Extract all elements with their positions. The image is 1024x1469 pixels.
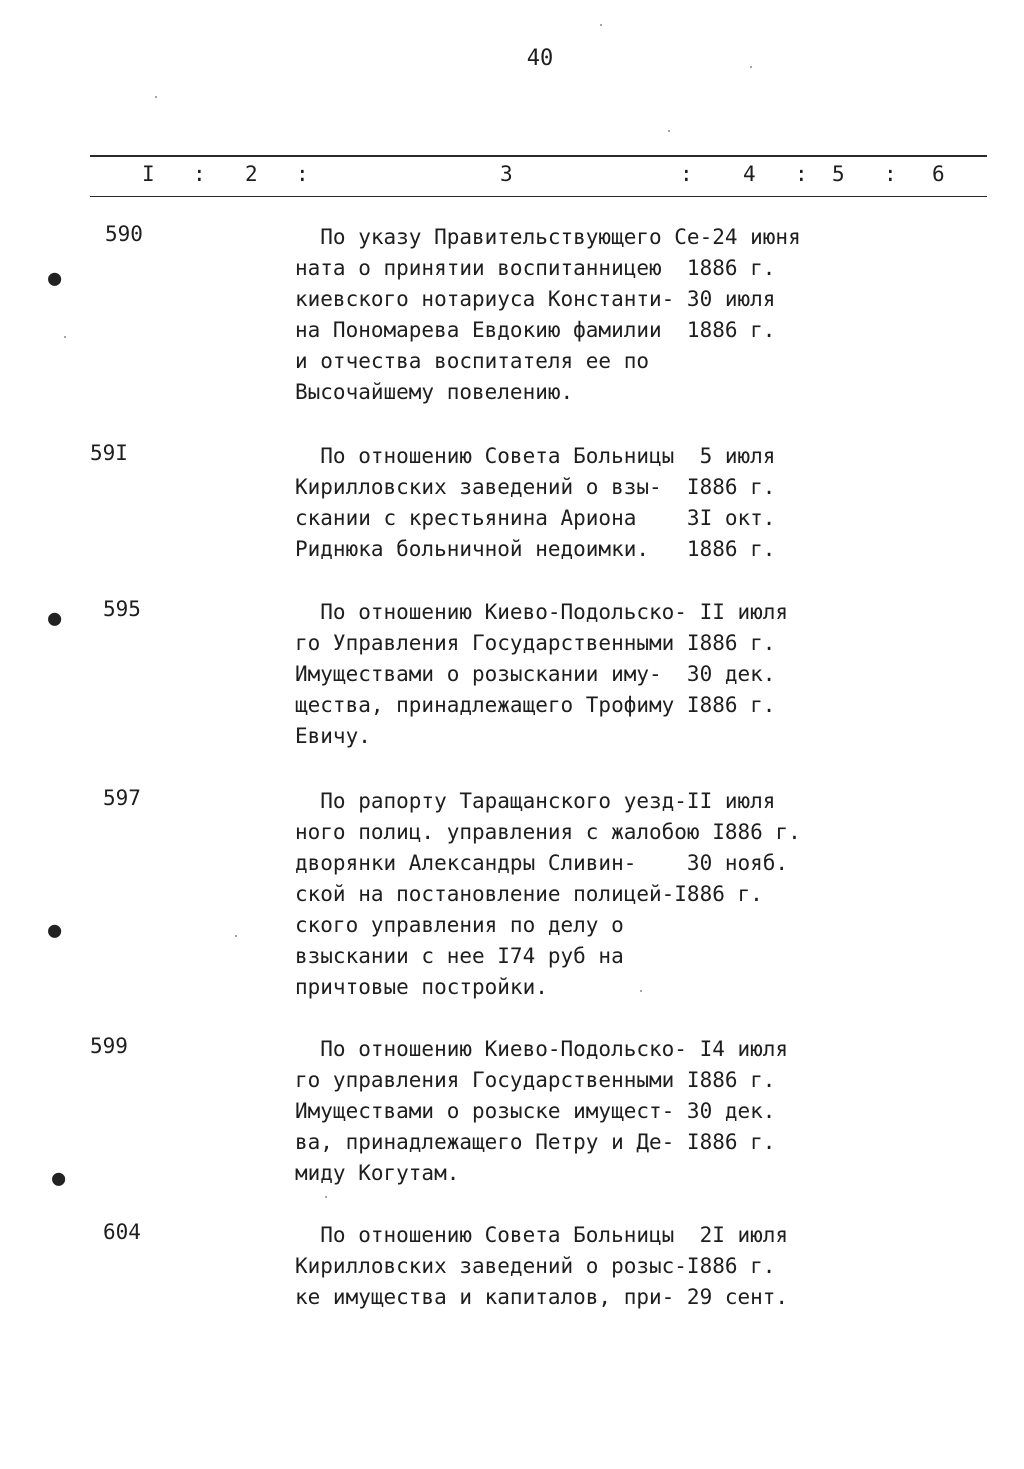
scan-speck <box>640 990 642 992</box>
entry-line: По рапорту Таращанского уезд-II июля <box>295 789 776 813</box>
column-separator: : <box>884 162 897 186</box>
entry-line: Кирилловских заведений о розыс-I886 г. <box>295 1254 776 1278</box>
binding-hole-mark: ● <box>52 1166 66 1191</box>
binding-hole-mark: ● <box>48 918 62 943</box>
scan-speck <box>668 130 670 132</box>
entry-line: го Управления Государственными I886 г. <box>295 631 776 655</box>
entry-line: и отчества воспитателя ее по <box>295 349 650 373</box>
scan-speck <box>600 24 602 26</box>
entry-text <box>295 786 975 1003</box>
entry-number: 599 <box>90 1034 128 1058</box>
entry-line: ской на постановление полицей-I886 г. <box>295 882 763 906</box>
entry-line: По отношению Киево-Подольско- II июля <box>295 600 789 624</box>
entry-line: По указу Правительствующего Се-24 июня <box>295 225 801 249</box>
column-header-1: I <box>142 162 155 186</box>
entry-number: 590 <box>105 222 143 246</box>
column-header-4: 4 <box>743 162 756 186</box>
page-number: 40 <box>526 46 554 71</box>
entry-line: ке имущества и капиталов, при- 29 сент. <box>295 1285 789 1309</box>
entry-line: миду Когутам. <box>295 1161 460 1185</box>
entry-line: щества, принадлежащего Трофиму I886 г. <box>295 693 776 717</box>
entry-line: скании с крестьянина Ариона 3I окт. <box>295 506 776 530</box>
column-header-3: 3 <box>500 162 513 186</box>
column-header-2: 2 <box>245 162 258 186</box>
header-top-rule <box>90 155 987 157</box>
column-header-5: 5 <box>832 162 845 186</box>
entry-line: ского управления по делу о <box>295 913 624 937</box>
entry-line: Риднюка больничной недоимки. 1886 г. <box>295 537 776 561</box>
entry-line: По отношению Совета Больницы 2I июля <box>295 1223 789 1247</box>
entry-line: По отношению Совета Больницы 5 июля <box>295 444 776 468</box>
entry-line: Евичу. <box>295 724 371 748</box>
column-separator: : <box>296 162 309 186</box>
entry-line: киевского нотариуса Константи- 30 июля <box>295 287 776 311</box>
binding-hole-mark: ● <box>48 266 62 291</box>
entry-text <box>295 222 975 408</box>
scan-speck <box>325 1196 327 1198</box>
column-separator: : <box>193 162 206 186</box>
entry-line: на Пономарева Евдокию фамилии 1886 г. <box>295 318 776 342</box>
entry-text <box>295 1034 975 1189</box>
entry-number: 604 <box>103 1220 141 1244</box>
scan-speck <box>64 336 66 338</box>
entry-line: По отношению Киево-Подольско- I4 июля <box>295 1037 789 1061</box>
binding-hole-mark: ● <box>48 606 62 631</box>
column-separator: : <box>680 162 693 186</box>
scan-speck <box>750 66 752 68</box>
scan-speck <box>155 96 157 98</box>
entry-text <box>295 1220 975 1313</box>
entry-line: причтовые постройки. <box>295 975 548 999</box>
entry-line: взыскании с нее I74 руб на <box>295 944 624 968</box>
scan-speck <box>235 935 237 937</box>
entry-line: го управления Государственными I886 г. <box>295 1068 776 1092</box>
entry-line: Имуществами о розыскании иму- 30 дек. <box>295 662 776 686</box>
entry-line: ва, принадлежащего Петру и Де- I886 г. <box>295 1130 776 1154</box>
entry-number: 595 <box>103 597 141 621</box>
entry-number: 597 <box>103 786 141 810</box>
entry-text <box>295 441 975 565</box>
entry-line: Кирилловских заведений о взы- I886 г. <box>295 475 776 499</box>
column-header-6: 6 <box>932 162 945 186</box>
entry-line: Имуществами о розыске имущест- 30 дек. <box>295 1099 776 1123</box>
entry-number: 59I <box>90 441 128 465</box>
header-bottom-rule <box>90 196 987 197</box>
column-separator: : <box>795 162 808 186</box>
entry-line: ната о принятии воспитанницею 1886 г. <box>295 256 776 280</box>
entry-line: ного полиц. управления с жалобою I886 г. <box>295 820 801 844</box>
entry-line: Высочайшему повелению. <box>295 380 574 404</box>
entry-text <box>295 597 975 752</box>
entry-line: дворянки Александры Сливин- 30 нояб. <box>295 851 789 875</box>
